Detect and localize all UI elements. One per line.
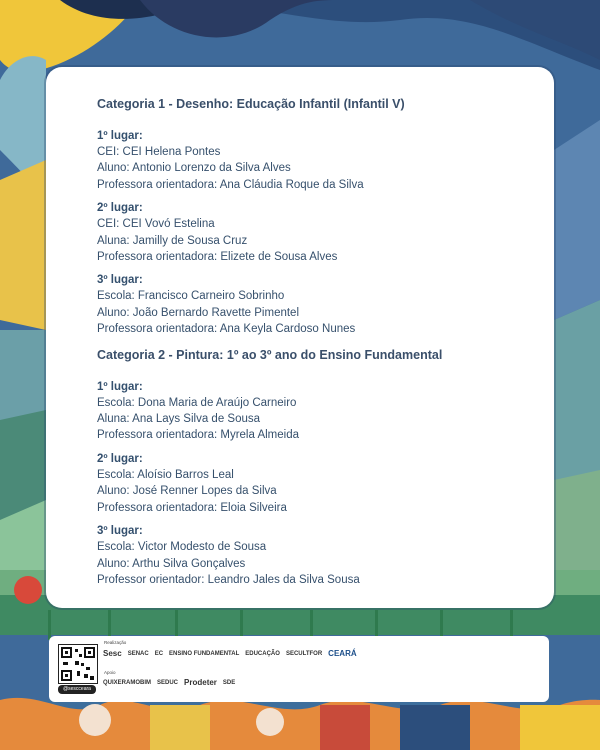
place-title: 3º lugar:	[97, 274, 143, 287]
student-line: Aluno: Arthu Silva Gonçalves	[97, 557, 246, 570]
student-line: Aluno: João Bernardo Ravette Pimentel	[97, 306, 300, 319]
teacher-line: Professor orientador: Leandro Jales da Silva Sousa	[97, 573, 360, 586]
place-entry	[97, 523, 537, 588]
sesc-logo: Sesc	[103, 649, 122, 658]
place-entry	[97, 379, 537, 444]
place-title: 3º lugar:	[97, 525, 143, 538]
teacher-line: Professora orientadora: Eloia Silveira	[97, 501, 287, 514]
teacher-line: Professora orientadora: Myrela Almeida	[97, 429, 299, 442]
results-card	[46, 67, 554, 608]
school-line: Escola: Aloísio Barros Leal	[97, 468, 234, 481]
category-title: Categoria 2 - Pintura: 1º ao 3º ano do Ensino Fundamental	[97, 347, 443, 362]
place-entry	[97, 128, 537, 193]
teacher-line: Professora orientadora: Ana Cláudia Roque da Silva	[97, 178, 364, 191]
teacher-line: Professora orientadora: Ana Keyla Cardoso Nunes	[97, 323, 356, 336]
sde-logo: SDE	[222, 679, 236, 686]
place-entry	[97, 272, 537, 337]
school-line: Escola: Victor Modesto de Sousa	[97, 541, 267, 554]
student-line: Aluna: Ana Lays Silva de Sousa	[97, 413, 261, 426]
student-line: Aluna: Jamilly de Sousa Cruz	[97, 234, 248, 247]
apoio-label: Apoio	[104, 670, 116, 675]
ceara-logo: CEARÁ	[328, 649, 357, 658]
senac-logo: SENAC	[127, 650, 149, 657]
prodeter-logo: Prodeter	[184, 678, 217, 687]
realizacao-label: Realização	[104, 640, 127, 645]
student-line: Aluno: Antonio Lorenzo da Silva Alves	[97, 162, 291, 175]
social-handle[interactable]: @sescceara	[58, 685, 96, 694]
sponsors-footer	[49, 636, 549, 702]
category-1	[97, 97, 537, 338]
secultfor-logo: SECULTFOR	[285, 650, 323, 657]
place-title: 2º lugar:	[97, 452, 143, 465]
place-entry	[97, 200, 537, 265]
place-title: 2º lugar:	[97, 202, 143, 215]
sponsor-logos-row-2	[103, 678, 235, 687]
school-line: Escola: Dona Maria de Araújo Carneiro	[97, 396, 297, 409]
school-line: Escola: Francisco Carneiro Sobrinho	[97, 290, 285, 303]
educacao-logo: EDUCAÇÃO	[245, 650, 280, 657]
student-line: Aluno: José Renner Lopes da Silva	[97, 485, 277, 498]
category-2	[97, 348, 537, 589]
sponsor-logos-row-1	[103, 649, 357, 658]
ec-logo: EC	[154, 650, 164, 657]
results-content	[97, 97, 537, 595]
category-title: Categoria 1 - Desenho: Educação Infantil (Infantil V)	[97, 97, 405, 111]
place-title: 1º lugar:	[97, 380, 143, 393]
quixeramobim-logo: QUIXERAMOBIM	[103, 679, 151, 686]
place-title: 1º lugar:	[97, 130, 143, 142]
qr-code-icon[interactable]	[58, 644, 98, 684]
seduc-logo: SEDUC	[157, 679, 179, 686]
teacher-line: Professora orientadora: Elizete de Sousa Alves	[97, 251, 338, 264]
place-entry	[97, 451, 537, 516]
school-line: CEI: CEI Helena Pontes	[97, 146, 221, 158]
school-line: CEI: CEI Vovó Estelina	[97, 218, 215, 231]
ensino-logo: ENSINO FUNDAMENTAL	[169, 650, 240, 657]
